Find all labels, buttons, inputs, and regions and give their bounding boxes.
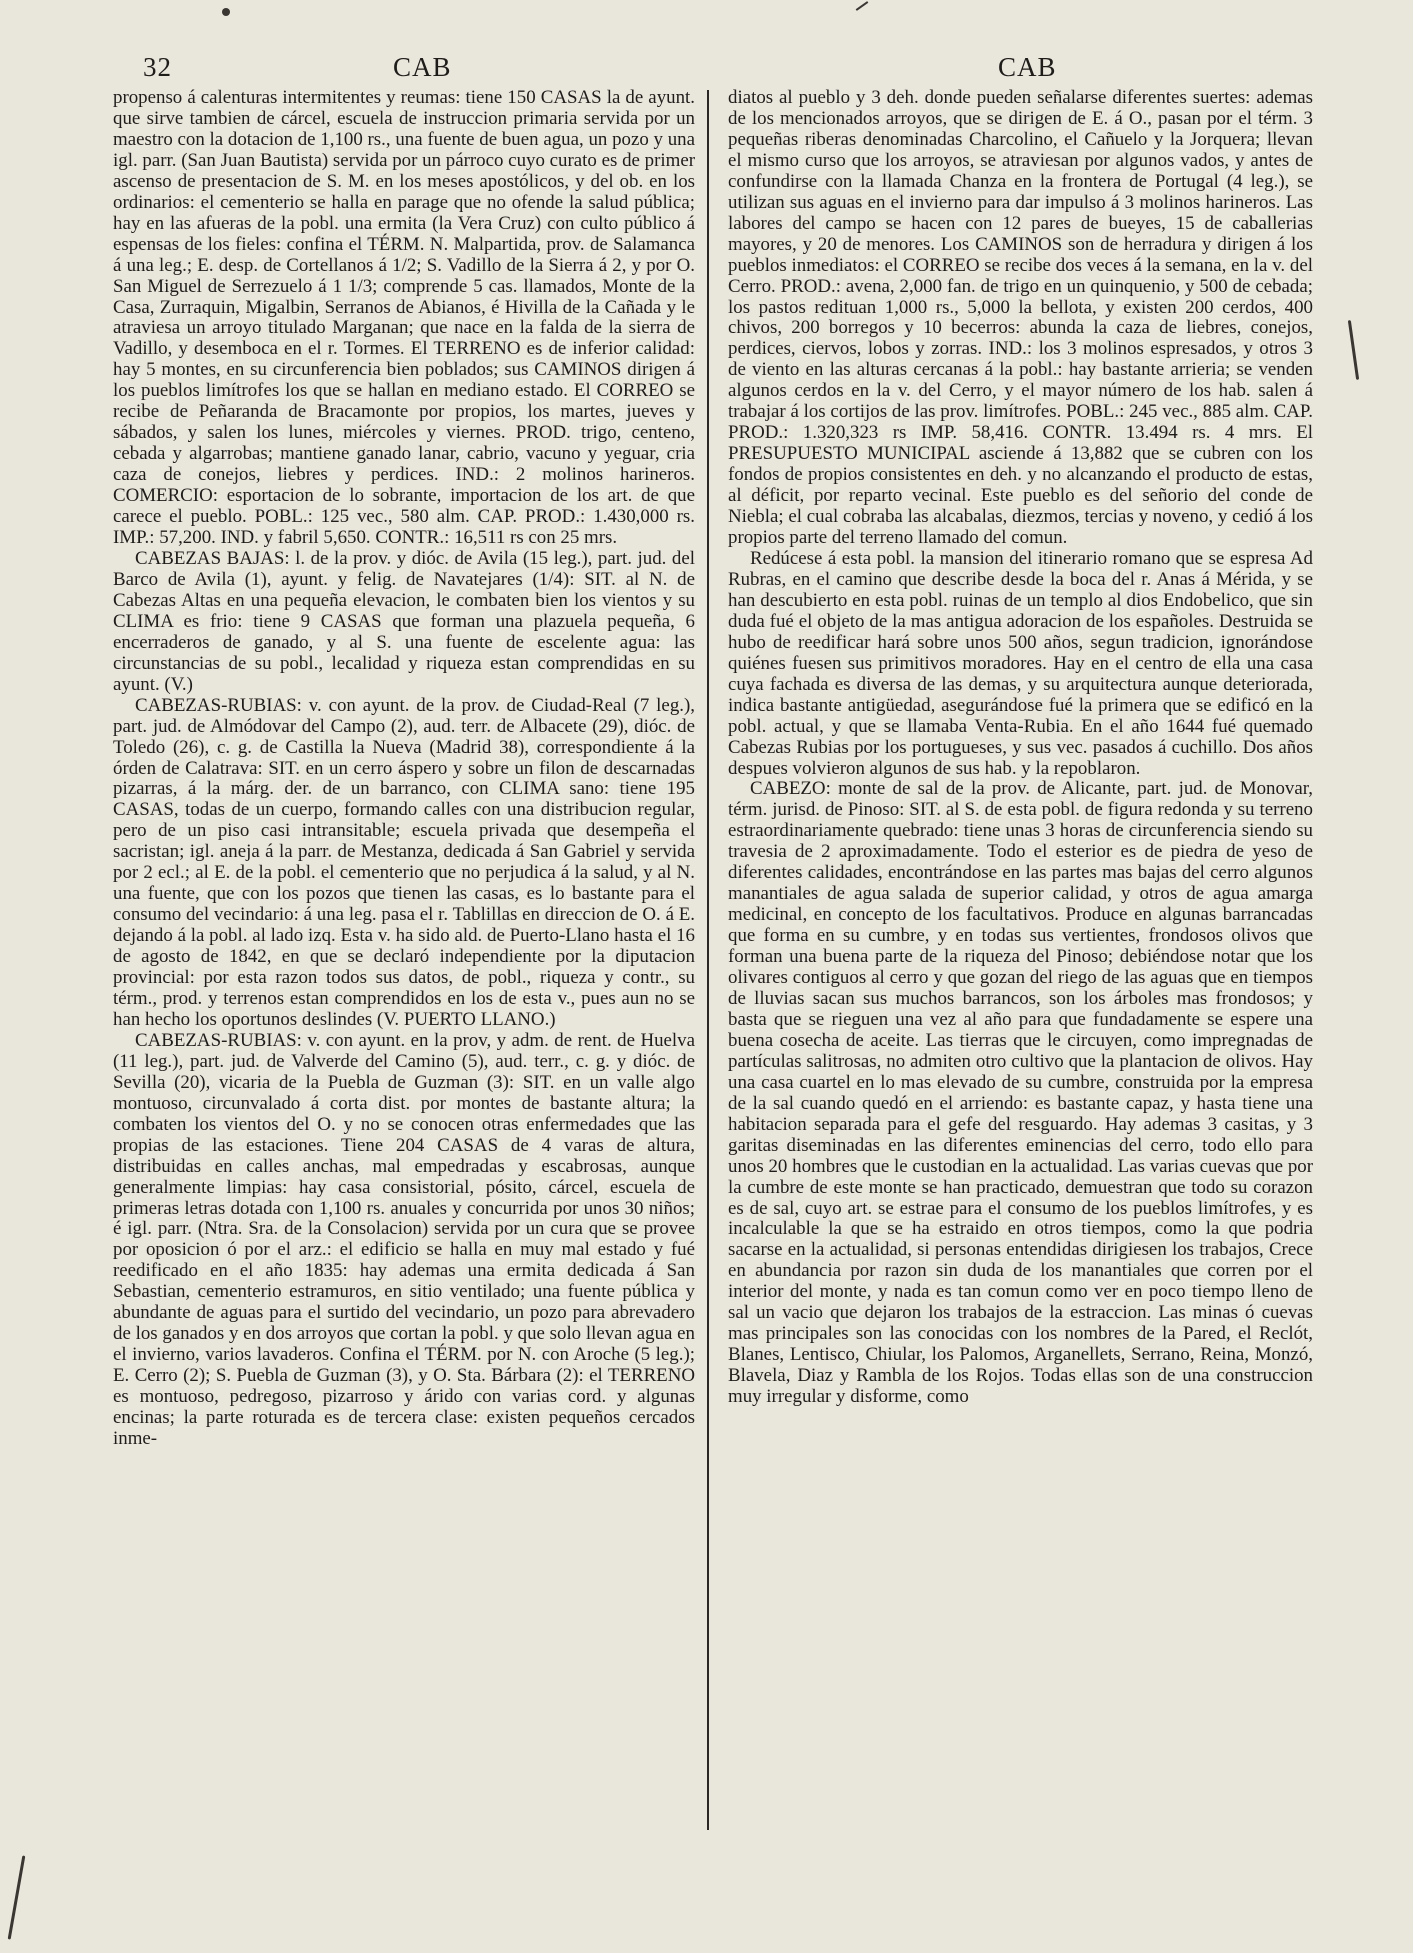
- right-running-head: CAB: [998, 52, 1057, 82]
- ink-spot: [856, 1, 869, 11]
- right-column: [728, 88, 1313, 1408]
- page-number: 32: [143, 52, 172, 82]
- left-column: [113, 88, 695, 1450]
- entry-cabezas-altas-continued: propenso á calenturas intermitentes y reumas: tiene 150 CASAS la de ayunt. que sirve tambien de cárcel, escuela de instruccion primaria servida por un maestro con la dotacion de 1,100 rs., una fuente de buen agua, un pozo y una igl. parr. (San Juan Bautista) servida por un párroco cuyo curato es de primer ascenso de presentacion de S. M. en los meses apostólicos, y del ob. en los ordinarios: el cementerio se halla en parage que no ofende la salud pública; hay en las afueras de la pobl. una ermita (la Vera Cruz) con culto público á espensas de los fieles: confina el TÉRM. N. Malpartida, prov. de Salamanca á una leg.; E. desp. de Cortellanos á 1/2; S. Vadillo de la Sierra á 2, y por O. San Miguel de Serrezuelo á 1 1/3; comprende 5 cas. llamados, Monte de la Casa, Zurraquin, Migalbin, Serranos de Abianos, é Hivilla de la Cañada y le atraviesa un arroyo titulado Marganan; que nace en la falda de la sierra de Vadillo, y desemboca en el r. Tormes. El TERRENO es de inferior calidad: hay 5 montes, en su circunferencia bien poblados; sus CAMINOS dirigen á los pueblos limítrofes los que se hallan en mediano estado. El CORREO se recibe de Peñaranda de Bracamonte por propios, los martes, jueves y sábados, y salen los lunes, miércoles y viernes. PROD. trigo, centeno, cebada y algarrobas; mantiene ganado lanar, cabrio, vacuno y yeguar, cria caza de conejos, liebres y perdices. IND.: 2 molinos harineros. COMERCIO: esportacion de lo sobrante, importacion de los art. de que carece el pueblo. POBL.: 125 vec., 580 alm. CAP. PROD.: 1.430,000 rs. IMP.: 57,200. IND. y fabril 5,650. CONTR.: 16,511 rs con 25 mrs.: [113, 87, 695, 549]
- entry-cabezo: CABEZO: monte de sal de la prov. de Alicante, part. jud. de Monovar, térm. jurisd. de Pinoso: SIT. al S. de esta pobl. de figura redonda y su terreno estraordinariamente quebrado: tiene unas 3 horas de circunferencia siendo su travesia de 2 aproximadamente. Todo el esterior es de piedra de yeso de diferentes calidades, encontrándose en las partes mas bajas del cerro algunos manantiales de agua salada de superior calidad, y otros de agua amarga medicinal, en concepto de los facultativos. Produce en algunas barrancadas que forma en su cumbre, y en todas sus vertientes, frondosos olivos que forman una buena parte de la riqueza del Pinoso; debiéndose notar que los olivares contiguos al cerro y que gozan del riego de las aguas que en tiempos de lluvias sacan sus muchos barrancos, son los árboles mas frondosos; y basta que se rieguen una vez al año para que fundadamente se espere una buena cosecha de aceite. Las tierras que le circuyen, como impregnadas de partículas salitrosas, no admiten otro cultivo que la plantacion de olivos. Hay una casa cuartel en lo mas elevado de su cumbre, construida por la empresa de la sal cuando quedó en el arriendo: es bastante capaz, y hasta tiene una habitacion separada para el gefe del resguardo. Hay ademas 3 casitas, y 3 garitas diseminadas en las diferentes eminencias del cerro, todo ello para unos 20 hombres que le custodian en la actualidad. Las varias cuevas que por la cumbre de este monte se han practicado, demuestran que todo su corazon es de sal, cuyo art. se estrae para el consumo de los pueblos limítrofes, y es incalculable la que se ha estraido en otros tiempos, como la que podria sacarse en la actualidad, si personas entendidas dirigiesen los trabajos, Crece en abundancia por razon sin duda de los manantiales que corren por el interior del monte, y nada es tan comun como ver en poco tiempo lleno de sal un vacio que dejaron los trabajos de la estraccion. Las minas ó cuevas mas principales son las conocidas con los nombres de la Pared, el Reclót, Blanes, Lentisco, Chiular, los Palomos, Arganellets, Serrano, Reina, Monzó, Blavela, Diaz y Rambla de los Rojos. Todas ellas son de una construccion muy irregular y disforme, como: [728, 778, 1313, 1408]
- left-running-head: CAB: [393, 52, 452, 82]
- ink-spot: [222, 8, 230, 16]
- paragraph-ad-rubras: Redúcese á esta pobl. la mansion del itinerario romano que se espresa Ad Rubras, en el camino que describe desde la boca del r. Anas á Mérida, y se han descubierto en esta pobl. ruinas de un templo al dios Endobelico, que sin duda fué el objeto de la mas antigua adoracion de los españoles. Destruida se hubo de reedificar hará sobre unos 500 años, segun tradicion, ignorándose quiénes fuesen sus primitivos moradores. Hay en el centro de ella una casa cuya fachada es diversa de las demas, y su arquitectura aunque deteriorada, indica bastante antigüedad, asegurándose fué la primera que se edificó en la pobl. actual, y que se llamaba Venta-Rubia. En el año 1644 fué quemado Cabezas Rubias por los portugueses, y sus vec. pasados á cuchillo. Dos años despues volvieron algunos de sus hab. y la repoblaron.: [728, 547, 1313, 779]
- ink-spot: [8, 1855, 26, 1939]
- entry-cabezas-bajas: CABEZAS BAJAS: l. de la prov. y dióc. de Avila (15 leg.), part. jud. del Barco de Avila (1), ayunt. y felig. de Navatejares (1/4): SIT. al N. de Cabezas Altas en una pequeña elevacion, le combaten bien los vientos y su CLIMA es frio: tiene 9 CASAS que forman una plazuela pequeña, 6 encerraderos de ganado, y al S. una fuente de escelente agua: las circunstancias de su pobl., lecalidad y riqueza estan comprendidas en su ayunt. (V.): [113, 547, 695, 695]
- entry-cabezas-rubias-huelva-continued: diatos al pueblo y 3 deh. donde pueden señalarse diferentes suertes: ademas de los mencionados arroyos, que se dirigen de E. á O., pasan por el térm. 3 pequeñas riberas denominadas Charcolino, el Cañuelo y la Jorquera; llevan el mismo curso que los arroyos, se atraviesan por algunos vados, y antes de confundirse con la llamada Chanza en la frontera de Portugal (4 leg.), se utilizan sus aguas en el invierno para dar impulso á 3 molinos harineros. Las labores del campo se hacen con 12 pares de bueyes, 15 de caballerias mayores, y 20 de menores. Los CAMINOS son de herradura y dirigen á los pueblos inmediatos: el CORREO se recibe dos veces á la semana, en la v. del Cerro. PROD.: avena, 2,000 fan. de trigo en un quinquenio, y 500 de cebada; los pastos redituan 1,000 rs., 5,000 la bellota, y existen 200 cerdos, 400 chivos, 200 borregos y 10 becerros: abunda la caza de liebres, conejos, perdices, ciervos, lobos y zorras. IND.: los 3 molinos espresados, y otros 3 de viento en las alturas cercanas á la pobl.: hay bastante arrieria; se venden algunos cerdos en la v. del Cerro, y el mayor número de los hab. salen á trabajar á los cortijos de las prov. limítrofes. POBL.: 245 vec., 885 alm. CAP. PROD.: 1.320,323 rs IMP. 58,416. CONTR. 13.494 rs. 4 mrs. El PRESUPUESTO MUNICIPAL asciende á 13,882 que se cubren con los fondos de propios consistentes en deh. y no alcanzando el producto de estas, al déficit, por reparto vecinal. Este pueblo es del señorio del conde de Niebla; el cual cobraba las alcabalas, diezmos, tercias y noveno, y cedió á los propios parte del terreno llamado del comun.: [728, 87, 1313, 549]
- entry-cabezas-rubias-huelva: CABEZAS-RUBIAS: v. con ayunt. en la prov, y adm. de rent. de Huelva (11 leg.), part. jud. de Valverde del Camino (5), aud. terr., c. g. y dióc. de Sevilla (20), vicaria de la Puebla de Guzman (3): SIT. en un valle algo montuoso, circunvalado á corta dist. por montes de bastante altura; la combaten los vientos del O. y no se conocen otras enfermedades que las propias de las estaciones. Tiene 204 CASAS de 4 varas de altura, distribuidas en calles anchas, mal empedradas y escabrosas, aunque generalmente limpias: hay casa consistorial, pósito, cárcel, escuela de primeras letras dotada con 1,100 rs. anuales y concurrida por unos 30 niños; é igl. parr. (Ntra. Sra. de la Consolacion) servida por un cura que se provee por oposicion ó por el arz.: el edificio se halla en muy mal estado y fué reedificado en el año 1835: hay ademas una ermita dedicada á San Sebastian, cementerio estramuros, en sitio ventilado; una fuente pública y abundante de aguas para el surtido del vecindario, un pozo para abrevadero de los ganados y en dos arroyos que cortan la pobl. y que solo llevan agua en el invierno, varios lavaderos. Confina el TÉRM. por N. con Aroche (5 leg.); E. Cerro (2); S. Puebla de Guzman (3), y O. Sta. Bárbara (2): el TERRENO es montuoso, pedregoso, pizarroso y árido con varias cord. y algunas encinas; la parte roturada es de tercera clase: existen pequeños cercados inme-: [113, 1029, 695, 1449]
- column-divider: [707, 90, 709, 1830]
- entry-cabezas-rubias-ciudad-real: CABEZAS-RUBIAS: v. con ayunt. de la prov. de Ciudad-Real (7 leg.), part. jud. de Almódovar del Campo (2), aud. terr. de Albacete (29), dióc. de Toledo (26), c. g. de Castilla la Nueva (Madrid 38), correspondiente á la órden de Calatrava: SIT. en un cerro áspero y sobre un filon de descarnadas pizarras, á la márg. der. de un barranco, con CLIMA sano: tiene 195 CASAS, todas de un cuerpo, formando calles con una distribucion regular, pero de un piso casi intransitable; escuela privada que desempeña el sacristan; igl. aneja á la parr. de Mestanza, dedicada á San Gabriel y servida por 2 ecl.; al E. de la pobl. el cementerio que no perjudica á la salud, y al N. una fuente, que con los pozos que tienen las casas, es lo bastante para el consumo del vecindario: á una leg. pasa el r. Tablillas en direccion de O. á E. dejando á la pobl. al lado izq. Esta v. ha sido ald. de Puerto-Llano hasta el 16 de agosto de 1842, en que se declaró independiente por la diputacion provincial: por esta razon todos sus datos, de pobl., riqueza y contr., su térm., prod. y terrenos estan comprendidos en los de esta v., pues aun no se han hecho los oportunos deslindes (V. PUERTO LLANO.): [113, 694, 695, 1030]
- ink-spot: [1348, 320, 1359, 380]
